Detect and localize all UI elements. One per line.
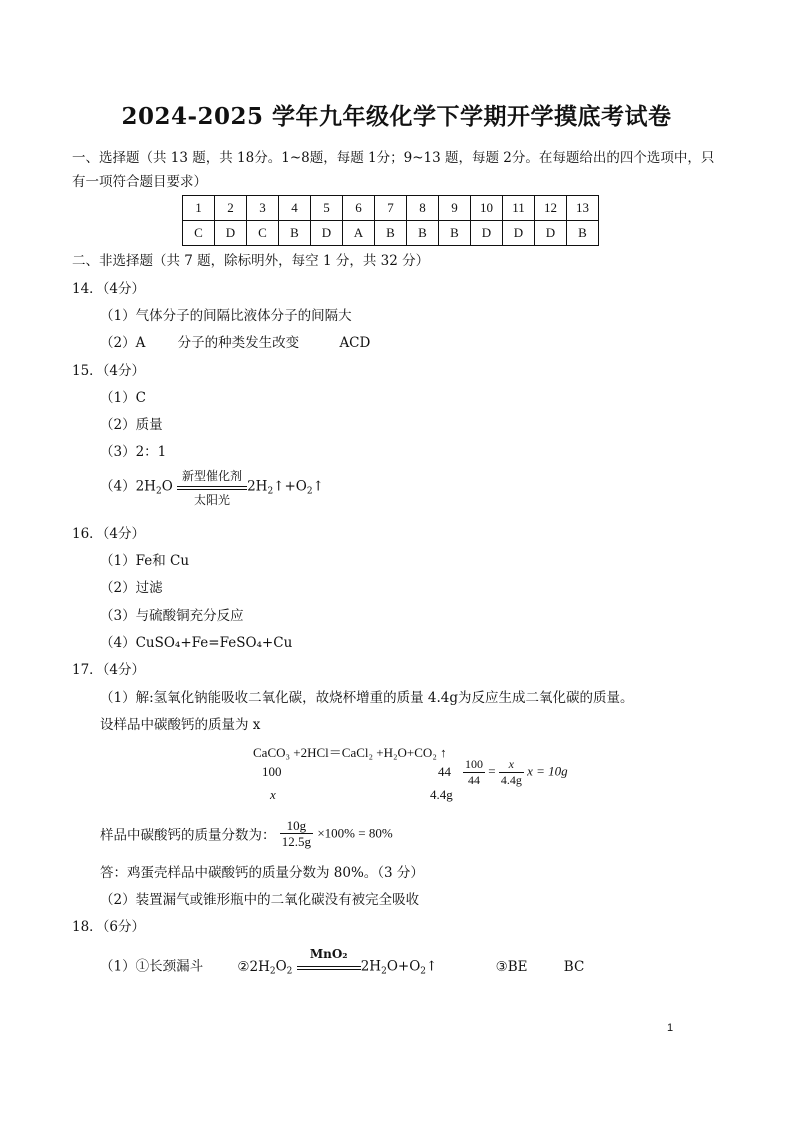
section1-instructions-line1: 一、选择题（共 13 题，共 18分。1~8题，每题 1分；9~13 题，每题 2分。在每题给出的四个选项中，只	[72, 150, 715, 166]
q15-answer-4: $(4)2H_2O$ 新型催化剂 太阳光 $2H_2↑+O_2↑$	[100, 469, 324, 507]
answer-table-answer-cell: D	[471, 221, 503, 246]
answer-table-answer-cell: D	[535, 221, 567, 246]
q16-answer-4: （4）CuSO₄+Fe=FeSO₄+Cu	[100, 635, 293, 651]
q15-reaction-condition	[177, 467, 247, 507]
q17-final-answer: 答：鸡蛋壳样品中碳酸钙的质量分数为 80%。（3 分）	[100, 865, 424, 881]
q14-answer-2a: （2）A	[100, 335, 146, 351]
q14-answer-2b: 分子的种类发生改变	[177, 335, 300, 351]
q18-a2-reactant: ②2H	[237, 958, 270, 975]
answer-table	[182, 195, 599, 246]
q18-answer-3: ③BE	[495, 958, 528, 975]
q16-answer-1: （1）Fe和 Cu	[100, 553, 190, 569]
q17-result: x = 10g	[527, 763, 568, 779]
answer-table-answer-cell: D	[503, 221, 535, 246]
answer-table-number-cell: 9	[439, 196, 471, 221]
q15-a4-arrow: ↑	[312, 478, 324, 495]
q17-mass-fraction	[100, 818, 393, 849]
q14-answer-2	[100, 331, 370, 351]
q18-heading: 18．（6分）	[72, 919, 146, 935]
q16-heading: 16．（4分）	[72, 526, 146, 542]
q17-mass-fraction-tail: ×100% = 80%	[317, 825, 393, 841]
answer-table-answer-row	[183, 221, 599, 246]
answer-table-answer-cell: B	[279, 221, 311, 246]
q15-answer-2: （2）质量	[100, 417, 163, 433]
q17-ratio	[463, 757, 568, 788]
q14-answer-1: （1）气体分子的间隔比液体分子的间隔大	[100, 308, 352, 324]
answer-table-answer-cell: B	[439, 221, 471, 246]
q17-molar-mass-caco3: 100	[262, 764, 282, 779]
q17-mass-fraction-label: 样品中碳酸钙的质量分数为：	[100, 827, 276, 844]
q17-assumption: 设样品中碳酸钙的质量为 x	[100, 717, 261, 733]
q17-heading: 17．（4分）	[72, 662, 146, 678]
answer-table-number-row	[183, 196, 599, 221]
q18-a2-reactant-o: O	[275, 958, 287, 975]
q15-a4-reactant: （4）2H	[100, 478, 156, 495]
q17-co2-mass: 4.4g	[430, 787, 453, 802]
q17-unknown-x: x	[270, 787, 276, 802]
answer-table-answer-cell: B	[375, 221, 407, 246]
q17-chemical-equation: CaCO₃ +2HCl＝CaCl₂ +H₂O+CO₂ ↑	[253, 745, 447, 760]
q15-condition-top: 新型催化剂	[182, 469, 243, 483]
answer-table-number-cell: 10	[471, 196, 503, 221]
q15-answer-3: （3）2：1	[100, 444, 167, 460]
q17-ratio-left: $\frac{100}{44}$	[465, 757, 483, 787]
answer-table-number-cell: 4	[279, 196, 311, 221]
answer-table-answer-cell: A	[343, 221, 375, 246]
q18-answer-row: （1）①长颈漏斗 $②2H_2O_2$ MnO₂ $2H_2O+O_2↑$ ③BE BC	[100, 947, 584, 987]
q14-heading: 14．（4分）	[72, 281, 146, 297]
q17-answer-1: （1）解:氢氧化钠能吸收二氧化碳，故烧杯增重的质量 4.4g为反应生成二氧化碳的质量。	[100, 690, 634, 706]
q18-reaction-condition	[297, 947, 361, 987]
answer-table-answer-cell: D	[215, 221, 247, 246]
q15-a4-product-tail: ↑+O	[273, 478, 307, 495]
answer-table-number-cell: 5	[311, 196, 343, 221]
q17-ratio-equals: =	[488, 763, 496, 779]
answer-table-answer-cell: C	[183, 221, 215, 246]
answer-table-number-cell: 1	[183, 196, 215, 221]
q18-a2-product: 2H	[360, 958, 382, 975]
answer-table-number-cell: 3	[247, 196, 279, 221]
q18-answer-1: （1）①长颈漏斗	[100, 958, 204, 975]
q18-a2-arrow: ↑	[426, 958, 438, 975]
answer-table-number-cell: 8	[407, 196, 439, 221]
q17-molar-mass-co2: 44	[438, 764, 451, 779]
answer-table-answer-cell: D	[311, 221, 343, 246]
q17-ratio-right: $\frac{x}{4.4g}$	[500, 757, 522, 787]
q17-mass-fraction-value: $\frac{10g}{12.5g}$	[281, 818, 312, 849]
q15-condition-bottom: 太阳光	[194, 493, 231, 507]
q16-answer-3: （3）与硫酸铜充分反应	[100, 608, 244, 624]
answer-table-number-cell: 12	[535, 196, 567, 221]
answer-table-number-cell: 7	[375, 196, 407, 221]
q17-answer-2: （2）装置漏气或锥形瓶中的二氧化碳没有被完全吸收	[100, 892, 420, 908]
answer-table-answer-cell: C	[247, 221, 279, 246]
q15-a4-product: 2H	[247, 478, 268, 495]
answer-table-number-cell: 11	[503, 196, 535, 221]
page-number: 1	[667, 1022, 674, 1034]
q16-answer-2: （2）过滤	[100, 580, 163, 596]
q15-heading: 15．（4分）	[72, 363, 146, 379]
q18-catalyst: MnO₂	[309, 947, 348, 961]
answer-table-number-cell: 6	[343, 196, 375, 221]
q18-answer-4: BC	[563, 958, 585, 975]
q14-answer-2c: ACD	[339, 335, 371, 351]
answer-table-number-cell: 13	[567, 196, 599, 221]
answer-table-answer-cell: B	[407, 221, 439, 246]
q15-a4-reactant-o: O	[161, 478, 173, 495]
answer-table-answer-cell: B	[567, 221, 599, 246]
section1-instructions-line2: 有一项符合题目要求）	[72, 174, 207, 190]
page-title: 2024-2025 学年九年级化学下学期开学摸底考试卷	[121, 103, 672, 130]
q18-a2-product-tail: O+O	[386, 958, 421, 975]
section2-instructions: 二、非选择题（共 7 题，除标明外，每空 1 分，共 32 分）	[72, 253, 430, 269]
answer-table-number-cell: 2	[215, 196, 247, 221]
q15-answer-1: （1）C	[100, 390, 146, 406]
